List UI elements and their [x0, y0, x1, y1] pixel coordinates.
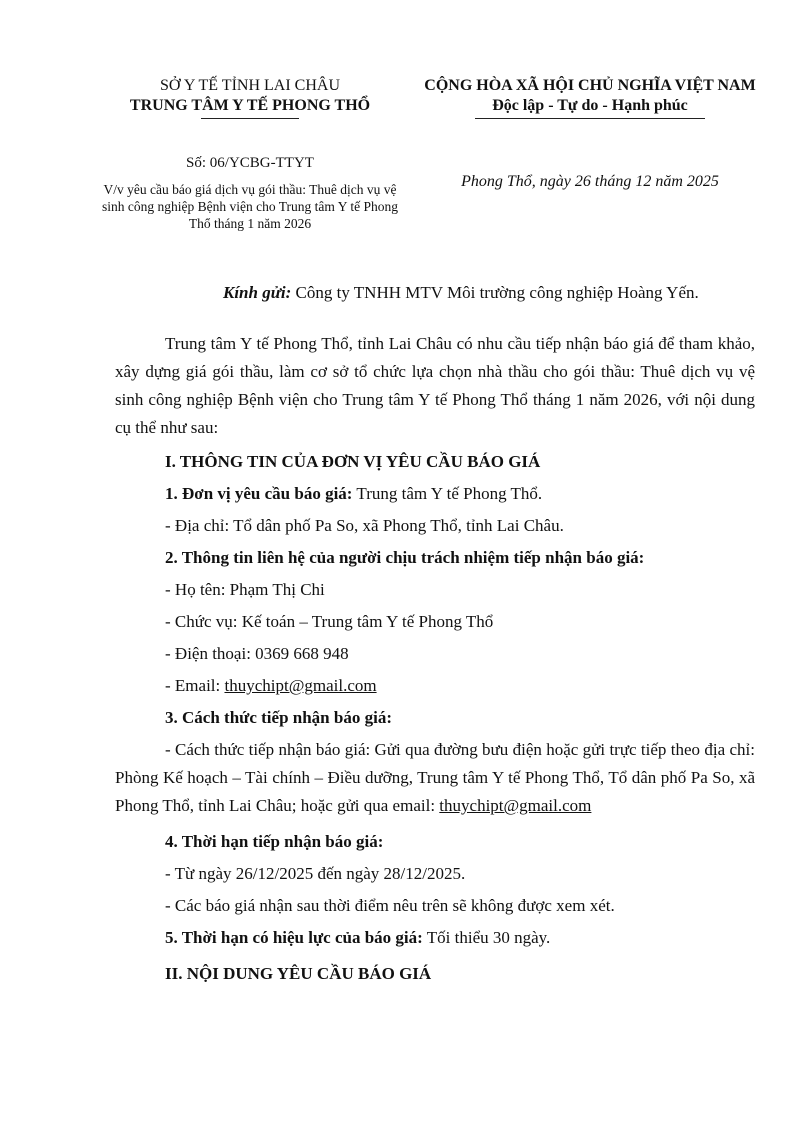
- parent-organization: SỞ Y TẾ TỈNH LAI CHÂU: [160, 77, 340, 94]
- national-header: [405, 76, 775, 191]
- contact-title: 2. Thông tin liên hệ của người chịu trách nhiệm tiếp nhận báo giá:: [165, 548, 645, 567]
- deadline-note: - Các báo giá nhận sau thời điểm nêu trên sẽ không được xem xét.: [165, 896, 615, 915]
- contact-email: [115, 670, 755, 702]
- method-text: - Cách thức tiếp nhận báo giá: Gửi qua đường bưu điện hoặc gửi trực tiếp theo địa chỉ: Phòng Kế hoạch – Tài chính – Điều dưỡng, Trung tâm Y tế Phong Thổ, Tổ dân phố Pa So, xã Phong Thổ, tỉnh Lai Châu; hoặc gửi qua email:: [115, 740, 755, 815]
- requesting-unit-value: Trung tâm Y tế Phong Thổ.: [352, 484, 543, 503]
- document-subject: V/v yêu cầu báo giá dịch vụ gói thầu: Thuê dịch vụ vệ sinh công nghiệp Bệnh viện cho Trung tâm Y tế Phong Thổ tháng 1 năm 2026: [102, 182, 398, 231]
- requesting-unit-label: 1. Đơn vị yêu cầu báo giá:: [165, 484, 353, 503]
- intro-paragraph: Trung tâm Y tế Phong Thổ, tỉnh Lai Châu có nhu cầu tiếp nhận báo giá để tham khảo, xây dựng giá gói thầu, làm cơ sở tổ chức lựa chọn nhà thầu cho gói thầu: Thuê dịch vụ vệ sinh công nghiệp Bệnh viện cho Trung tâm Y tế Phong Thổ tháng 1 năm 2026, với nội dung cụ thể như sau:: [115, 334, 755, 437]
- header-underline-right: [475, 118, 705, 119]
- greeting: [115, 278, 755, 308]
- section-1-title: I. THÔNG TIN CỦA ĐƠN VỊ YÊU CẦU BÁO GIÁ: [165, 452, 541, 471]
- validity: [115, 922, 755, 954]
- validity-value: Tối thiểu 30 ngày.: [422, 928, 551, 947]
- header-underline-left: [201, 118, 299, 119]
- national-title: CỘNG HÒA XÃ HỘI CHỦ NGHĨA VIỆT NAM: [424, 77, 756, 94]
- email-link[interactable]: thuychipt@gmail.com: [224, 676, 377, 695]
- place-and-date: Phong Thổ, ngày 26 tháng 12 năm 2025: [461, 173, 719, 190]
- contact-name: - Họ tên: Phạm Thị Chi: [165, 580, 325, 599]
- email-label: - Email:: [165, 676, 225, 695]
- validity-label: 5. Thời hạn có hiệu lực của báo giá:: [165, 928, 423, 947]
- deadline-title: 4. Thời hạn tiếp nhận báo giá:: [165, 832, 384, 851]
- contact-phone: - Điện thoại: 0369 668 948: [165, 644, 349, 663]
- recipient: Công ty TNHH MTV Môi trường công nghiệp Hoàng Yến.: [291, 283, 699, 302]
- unit-address: - Địa chỉ: Tổ dân phố Pa So, xã Phong Thổ, tỉnh Lai Châu.: [165, 516, 564, 535]
- method-title: 3. Cách thức tiếp nhận báo giá:: [165, 708, 392, 727]
- organization-name: TRUNG TÂM Y TẾ PHONG THỔ: [129, 97, 371, 114]
- national-motto: Độc lập - Tự do - Hạnh phúc: [492, 97, 688, 114]
- greeting-label: Kính gửi:: [223, 283, 292, 302]
- method-paragraph: [115, 736, 755, 820]
- deadline-range: - Từ ngày 26/12/2025 đến ngày 28/12/2025.: [165, 864, 466, 883]
- method-email-link[interactable]: thuychipt@gmail.com: [439, 796, 592, 815]
- document-number: Số: 06/YCBG-TTYT: [186, 155, 314, 171]
- document-body: [115, 278, 755, 990]
- requesting-unit: [115, 478, 755, 510]
- section-2-title: II. NỘI DUNG YÊU CẦU BÁO GIÁ: [165, 964, 432, 983]
- contact-position: - Chức vụ: Kế toán – Trung tâm Y tế Phong Thổ: [165, 612, 494, 631]
- issuer-block: [100, 76, 400, 232]
